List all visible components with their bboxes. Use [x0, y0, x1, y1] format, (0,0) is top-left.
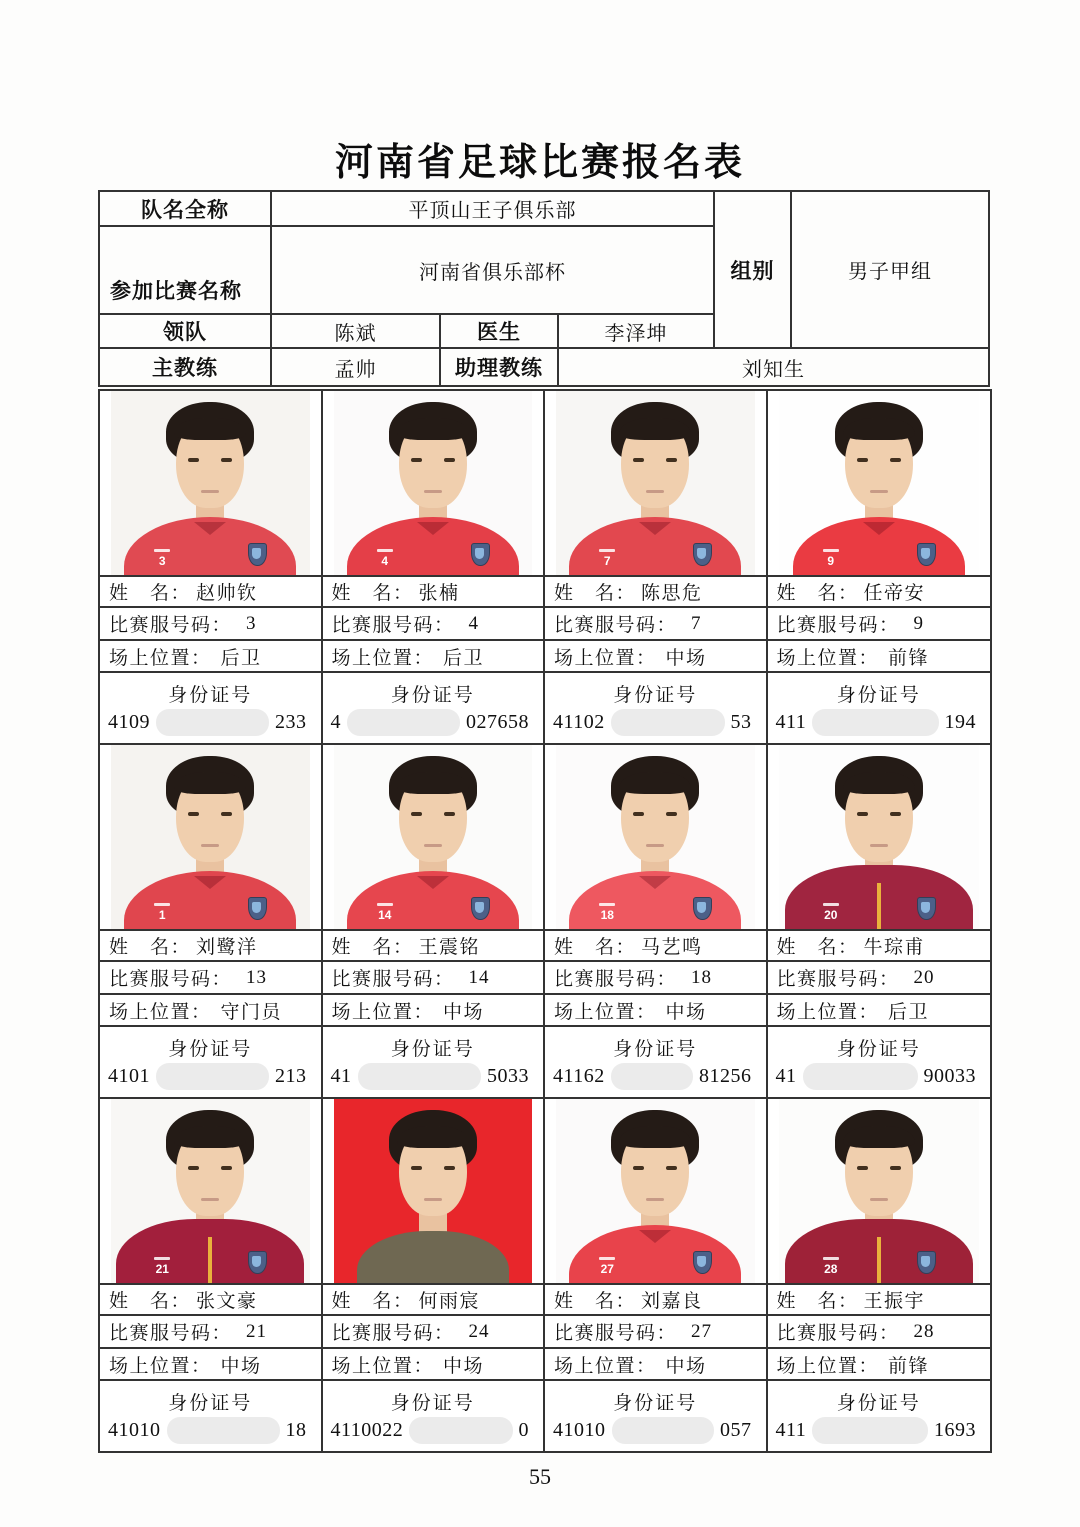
id-number [545, 1417, 766, 1444]
id-photo [556, 391, 755, 575]
assistant-coach-value: 刘知生 [558, 348, 989, 386]
id-redaction [812, 1417, 928, 1444]
player-number: 9 [913, 612, 925, 634]
jersey-number-on-photo: 27 [591, 1257, 623, 1276]
number-label: 比赛服号码： [331, 969, 455, 990]
name-label: 姓 名： [554, 1291, 637, 1312]
club-badge-icon [471, 897, 490, 920]
position-label: 场上位置： [554, 1355, 657, 1377]
id-redaction [156, 1063, 269, 1090]
number-label: 比赛服号码： [109, 1323, 233, 1344]
position-label: 场上位置： [109, 647, 212, 669]
club-badge-icon [471, 543, 490, 566]
club-badge-icon [917, 897, 936, 920]
player-number: 13 [246, 966, 268, 988]
player-name-row [323, 1285, 544, 1316]
id-prefix: 4110022 [330, 1419, 404, 1441]
id-redaction [611, 709, 725, 736]
player-name-row [768, 1285, 991, 1316]
head-coach-value: 孟帅 [271, 348, 440, 386]
club-badge-icon [917, 1251, 936, 1274]
player-position: 中场 [665, 1355, 707, 1377]
id-suffix: 5033 [487, 1065, 529, 1087]
id-redaction [358, 1063, 482, 1090]
id-number [545, 709, 766, 736]
id-prefix: 41 [330, 1065, 352, 1087]
player-photo [100, 1099, 321, 1285]
jersey-number-on-photo: 7 [591, 549, 623, 568]
player-number-row [100, 608, 321, 641]
position-label: 场上位置： [554, 647, 657, 669]
player-position: 中场 [220, 1355, 262, 1377]
player-card [323, 1099, 546, 1451]
id-label: 身份证号 [613, 1039, 698, 1060]
id-photo [779, 1099, 980, 1283]
id-prefix: 41102 [553, 711, 605, 733]
name-label: 姓 名： [331, 583, 414, 604]
team-name-label: 队名全称 [99, 191, 271, 226]
id-label: 身份证号 [836, 1393, 921, 1414]
player-number-row [323, 1316, 544, 1349]
id-prefix: 41 [775, 1065, 797, 1087]
assistant-coach-label: 助理教练 [440, 348, 558, 386]
player-position: 后卫 [220, 647, 262, 669]
player-position-row [100, 1349, 321, 1381]
name-label: 姓 名： [109, 937, 192, 958]
player-position: 后卫 [888, 1001, 930, 1023]
name-label: 姓 名： [776, 1291, 859, 1312]
id-prefix: 41162 [553, 1065, 605, 1087]
player-number: 24 [468, 1320, 490, 1342]
position-label: 场上位置： [776, 647, 880, 669]
player-photo [323, 1099, 544, 1285]
number-label: 比赛服号码： [109, 615, 233, 636]
number-label: 比赛服号码： [554, 1323, 678, 1344]
player-number-row [768, 962, 991, 995]
players-grid [98, 389, 992, 1453]
player-name: 赵帅钦 [196, 583, 258, 604]
id-photo [779, 391, 980, 575]
id-prefix: 411 [775, 711, 807, 733]
player-photo [323, 391, 544, 577]
number-label: 比赛服号码： [331, 615, 455, 636]
player-name-row [100, 931, 321, 962]
player-number: 27 [691, 1320, 713, 1342]
player-name: 马艺鸣 [641, 937, 703, 958]
id-label: 身份证号 [390, 685, 475, 706]
id-photo [111, 391, 310, 575]
player-id-block [100, 673, 321, 743]
player-name-row [545, 931, 766, 962]
player-name: 刘嘉良 [641, 1291, 703, 1312]
player-id-block [545, 1027, 766, 1097]
id-photo [334, 745, 533, 929]
player-id-block [768, 1381, 991, 1451]
player-position-row [768, 995, 991, 1027]
id-prefix: 4109 [108, 711, 150, 733]
id-label: 身份证号 [390, 1393, 475, 1414]
player-id-block [100, 1027, 321, 1097]
player-number-row [545, 608, 766, 641]
number-label: 比赛服号码： [776, 615, 900, 636]
id-number [323, 709, 544, 736]
player-card [545, 391, 768, 745]
name-label: 姓 名： [331, 1291, 414, 1312]
name-label: 姓 名： [109, 583, 192, 604]
name-label: 姓 名： [109, 1291, 192, 1312]
id-suffix: 057 [720, 1419, 752, 1441]
team-header-table [98, 190, 990, 387]
jersey-number-on-photo: 21 [146, 1257, 178, 1276]
player-number-row [545, 962, 766, 995]
player-number-row [100, 962, 321, 995]
player-number: 4 [468, 612, 480, 634]
player-position-row [100, 641, 321, 673]
id-number [100, 709, 321, 736]
id-number [100, 1417, 321, 1444]
player-position-row [768, 1349, 991, 1381]
player-position-row [100, 995, 321, 1027]
position-label: 场上位置： [109, 1355, 212, 1377]
id-photo [556, 745, 755, 929]
number-label: 比赛服号码： [554, 615, 678, 636]
jersey-number-on-photo: 1 [146, 903, 178, 922]
player-number: 21 [246, 1320, 268, 1342]
competition-label: 参加比赛名称 [99, 226, 271, 314]
position-label: 场上位置： [331, 647, 435, 669]
player-position-row [323, 1349, 544, 1381]
id-label: 身份证号 [168, 685, 253, 706]
id-redaction [611, 1063, 693, 1090]
player-position-row [768, 641, 991, 673]
player-name: 张文豪 [196, 1291, 258, 1312]
id-suffix: 18 [285, 1419, 307, 1441]
player-position-row [545, 995, 766, 1027]
id-label: 身份证号 [168, 1039, 253, 1060]
player-photo [768, 1099, 991, 1285]
zipper [877, 883, 881, 929]
jersey-number-on-photo: 28 [815, 1257, 847, 1276]
player-name-row [545, 1285, 766, 1316]
id-prefix: 41010 [108, 1419, 161, 1441]
number-label: 比赛服号码： [776, 969, 900, 990]
player-id-block [768, 1027, 991, 1097]
name-label: 姓 名： [554, 583, 637, 604]
player-id-block [100, 1381, 321, 1451]
head-coach-label: 主教练 [99, 348, 271, 386]
player-card [323, 745, 546, 1099]
player-name: 刘鹭洋 [196, 937, 258, 958]
doctor-label: 医生 [440, 314, 558, 348]
player-position: 守门员 [220, 1001, 283, 1023]
player-name-row [768, 931, 991, 962]
player-name-row [100, 577, 321, 608]
name-label: 姓 名： [554, 937, 637, 958]
id-suffix: 1693 [934, 1419, 976, 1441]
page-title: 河南省足球比赛报名表 [334, 142, 745, 184]
player-card [545, 745, 768, 1099]
player-card [768, 745, 991, 1099]
player-id-block [545, 1381, 766, 1451]
player-position: 中场 [665, 647, 707, 669]
group-value: 男子甲组 [791, 191, 989, 348]
id-suffix: 0 [518, 1419, 529, 1441]
player-card [768, 1099, 991, 1451]
player-number-row [323, 608, 544, 641]
id-label: 身份证号 [390, 1039, 475, 1060]
player-photo [545, 391, 766, 577]
zipper [877, 1237, 881, 1283]
player-card [100, 1099, 323, 1451]
competition-value: 河南省俱乐部杯 [271, 226, 714, 314]
player-number: 14 [468, 966, 490, 988]
player-position: 后卫 [443, 647, 485, 669]
player-id-block [323, 1381, 544, 1451]
club-badge-icon [917, 543, 936, 566]
player-name: 陈思危 [641, 583, 703, 604]
player-number-row [545, 1316, 766, 1349]
player-photo [545, 1099, 766, 1285]
jersey-number-on-photo: 9 [815, 549, 847, 568]
id-label: 身份证号 [836, 1039, 921, 1060]
number-label: 比赛服号码： [331, 1323, 455, 1344]
id-redaction [156, 709, 269, 736]
player-name-row [100, 1285, 321, 1316]
jersey-number-on-photo: 3 [146, 549, 178, 568]
id-suffix: 027658 [466, 711, 529, 733]
number-label: 比赛服号码： [554, 969, 678, 990]
player-photo [323, 745, 544, 931]
position-label: 场上位置： [776, 1001, 880, 1023]
id-prefix: 41010 [553, 1419, 606, 1441]
player-position: 中场 [443, 1355, 485, 1377]
player-photo [545, 745, 766, 931]
jersey-number-on-photo: 14 [369, 903, 401, 922]
id-number [323, 1417, 544, 1444]
player-id-block [768, 673, 991, 743]
id-number [323, 1063, 544, 1090]
player-number: 18 [691, 966, 713, 988]
player-name: 任帝安 [863, 583, 926, 604]
player-name-row [323, 577, 544, 608]
player-card [323, 391, 546, 745]
player-photo [768, 745, 991, 931]
player-number: 20 [913, 966, 935, 988]
player-name-row [768, 577, 991, 608]
player-position: 前锋 [888, 1355, 930, 1377]
player-position: 中场 [665, 1001, 707, 1023]
player-position: 中场 [443, 1001, 485, 1023]
number-label: 比赛服号码： [109, 969, 233, 990]
player-id-block [545, 673, 766, 743]
player-number-row [768, 608, 991, 641]
player-card [768, 391, 991, 745]
name-label: 姓 名： [331, 937, 414, 958]
position-label: 场上位置： [331, 1001, 435, 1023]
player-number-row [768, 1316, 991, 1349]
id-number [768, 1417, 991, 1444]
position-label: 场上位置： [554, 1001, 657, 1023]
page-number: 55 [529, 1464, 551, 1489]
player-card [545, 1099, 768, 1451]
jersey-number-on-photo: 20 [815, 903, 847, 922]
id-redaction [167, 1417, 280, 1444]
id-photo [111, 745, 310, 929]
id-number [100, 1063, 321, 1090]
id-photo [334, 391, 533, 575]
id-prefix: 4101 [108, 1065, 150, 1087]
id-photo [556, 1099, 755, 1283]
id-number [768, 1063, 991, 1090]
position-label: 场上位置： [776, 1355, 880, 1377]
id-number [545, 1063, 766, 1090]
id-photo [111, 1099, 310, 1283]
jersey-number-on-photo: 4 [369, 549, 401, 568]
doctor-value: 李泽坤 [558, 314, 714, 348]
leader-value: 陈斌 [271, 314, 440, 348]
id-suffix: 90033 [923, 1065, 976, 1087]
id-suffix: 213 [275, 1065, 307, 1087]
player-number-row [323, 962, 544, 995]
id-prefix: 411 [775, 1419, 807, 1441]
player-number: 7 [691, 612, 702, 634]
group-label: 组别 [714, 191, 791, 348]
player-id-block [323, 1027, 544, 1097]
number-label: 比赛服号码： [776, 1323, 900, 1344]
id-label: 身份证号 [613, 1393, 698, 1414]
id-label: 身份证号 [168, 1393, 253, 1414]
player-id-block [323, 673, 544, 743]
player-card [100, 391, 323, 745]
id-redaction [409, 1417, 512, 1444]
player-photo [768, 391, 991, 577]
id-suffix: 194 [944, 711, 976, 733]
id-redaction [612, 1417, 715, 1444]
position-label: 场上位置： [331, 1355, 435, 1377]
player-name-row [323, 931, 544, 962]
player-name: 王振宇 [863, 1291, 926, 1312]
player-position: 前锋 [888, 647, 930, 669]
player-name: 王震铭 [418, 937, 481, 958]
position-label: 场上位置： [109, 1001, 212, 1023]
name-label: 姓 名： [776, 583, 859, 604]
id-redaction [803, 1063, 918, 1090]
player-number: 3 [246, 612, 257, 634]
player-name: 张楠 [418, 583, 460, 604]
id-prefix: 4 [330, 711, 341, 733]
jersey-number-on-photo: 18 [591, 903, 623, 922]
player-card [100, 745, 323, 1099]
id-suffix: 53 [730, 711, 752, 733]
id-photo [334, 1099, 533, 1283]
id-photo [779, 745, 980, 929]
zipper [208, 1237, 212, 1283]
id-suffix: 81256 [699, 1065, 752, 1087]
player-position-row [323, 641, 544, 673]
player-position-row [545, 1349, 766, 1381]
player-photo [100, 745, 321, 931]
player-photo [100, 391, 321, 577]
player-number: 28 [913, 1320, 935, 1342]
player-name: 何雨宸 [418, 1291, 481, 1312]
team-name-value: 平顶山王子俱乐部 [271, 191, 714, 226]
player-position-row [545, 641, 766, 673]
player-name: 牛琮甫 [863, 937, 926, 958]
player-name-row [545, 577, 766, 608]
jersey [357, 1231, 509, 1283]
id-redaction [347, 709, 460, 736]
name-label: 姓 名： [776, 937, 859, 958]
id-label: 身份证号 [613, 685, 698, 706]
leader-label: 领队 [99, 314, 271, 348]
id-number [768, 709, 991, 736]
player-position-row [323, 995, 544, 1027]
player-number-row [100, 1316, 321, 1349]
id-label: 身份证号 [836, 685, 921, 706]
id-suffix: 233 [275, 711, 307, 733]
id-redaction [812, 709, 938, 736]
